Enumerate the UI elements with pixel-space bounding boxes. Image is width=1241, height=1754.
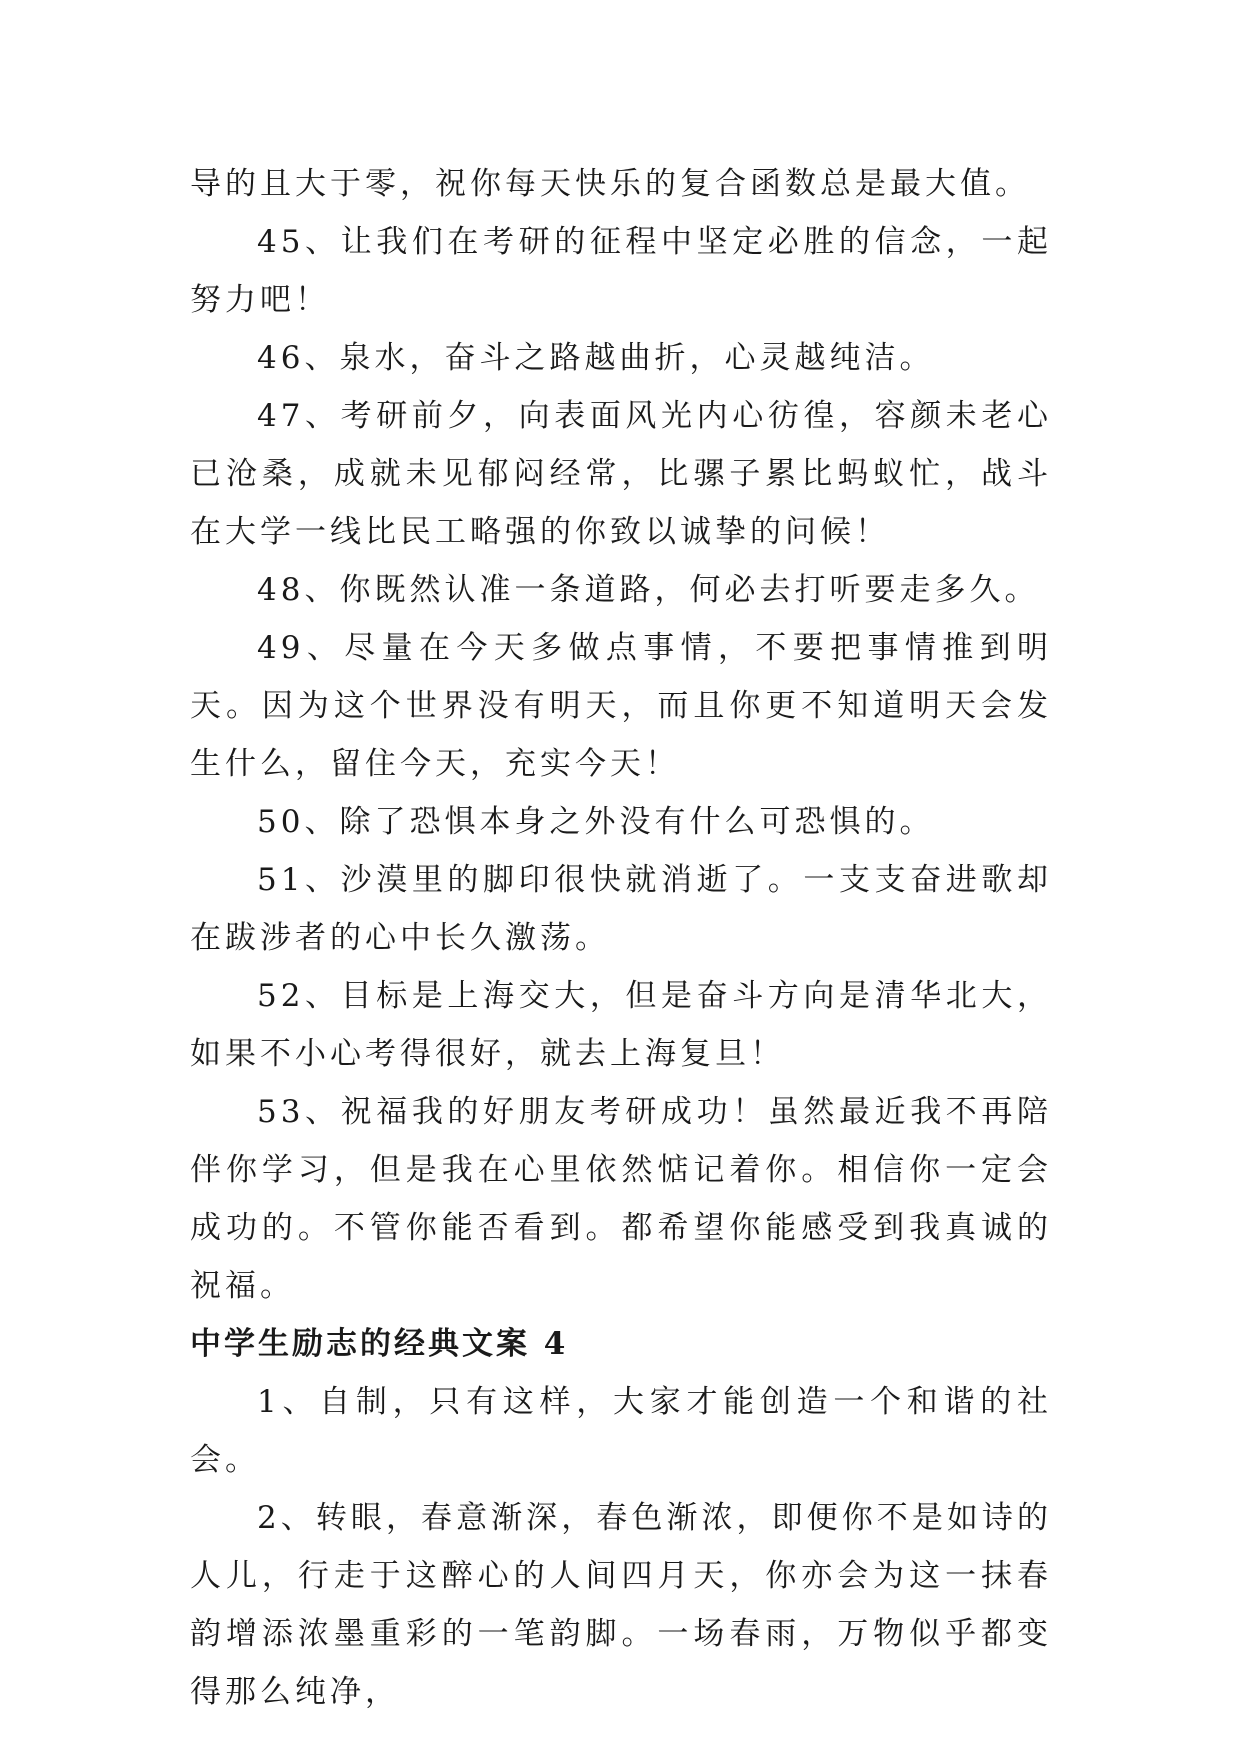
section-paragraph-item-1: 1、自制，只有这样，大家才能创造一个和谐的社会。 [190, 1384, 1052, 1478]
paragraph-item-50: 50、除了恐惧本身之外没有什么可恐惧的。 [257, 804, 935, 840]
paragraph-item-47: 47、考研前夕，向表面风光内心彷徨，容颜未老心已沧桑，成就未见郁闷经常，比骡子累比蚂蚁忙，战斗在大学一线比民工略强的你致以诚挚的问候！ [190, 398, 1052, 550]
paragraph-item-51: 51、沙漠里的脚印很快就消逝了。一支支奋进歌却在跋涉者的心中长久激荡。 [190, 862, 1052, 956]
paragraph-item-45: 45、让我们在考研的征程中坚定必胜的信念，一起努力吧！ [190, 224, 1052, 318]
section-paragraph-item-2: 2、转眼，春意渐深，春色渐浓，即便你不是如诗的人儿，行走于这醉心的人间四月天，你亦会为这一抹春韵增添浓墨重彩的一笔韵脚。一场春雨，万物似乎都变得那么纯净， [190, 1500, 1052, 1710]
paragraph-item-48: 48、你既然认准一条道路，何必去打听要走多久。 [257, 572, 1040, 608]
paragraph-item-53: 53、祝福我的好朋友考研成功！虽然最近我不再陪伴你学习，但是我在心里依然惦记着你。相信你一定会成功的。不管你能否看到。都希望你能感受到我真诚的祝福。 [190, 1094, 1052, 1304]
document-body [190, 155, 1052, 1721]
section-heading: 中学生励志的经典文案 4 [190, 1326, 569, 1362]
paragraph-continuation: 导的且大于零，祝你每天快乐的复合函数总是最大值。 [190, 166, 1030, 202]
paragraph-item-52: 52、目标是上海交大，但是奋斗方向是清华北大，如果不小心考得很好，就去上海复旦！ [190, 978, 1052, 1072]
paragraph-item-46: 46、泉水，奋斗之路越曲折，心灵越纯洁。 [257, 340, 935, 376]
paragraph-item-49: 49、尽量在今天多做点事情，不要把事情推到明天。因为这个世界没有明天，而且你更不知道明天会发生什么，留住今天，充实今天！ [190, 630, 1052, 782]
